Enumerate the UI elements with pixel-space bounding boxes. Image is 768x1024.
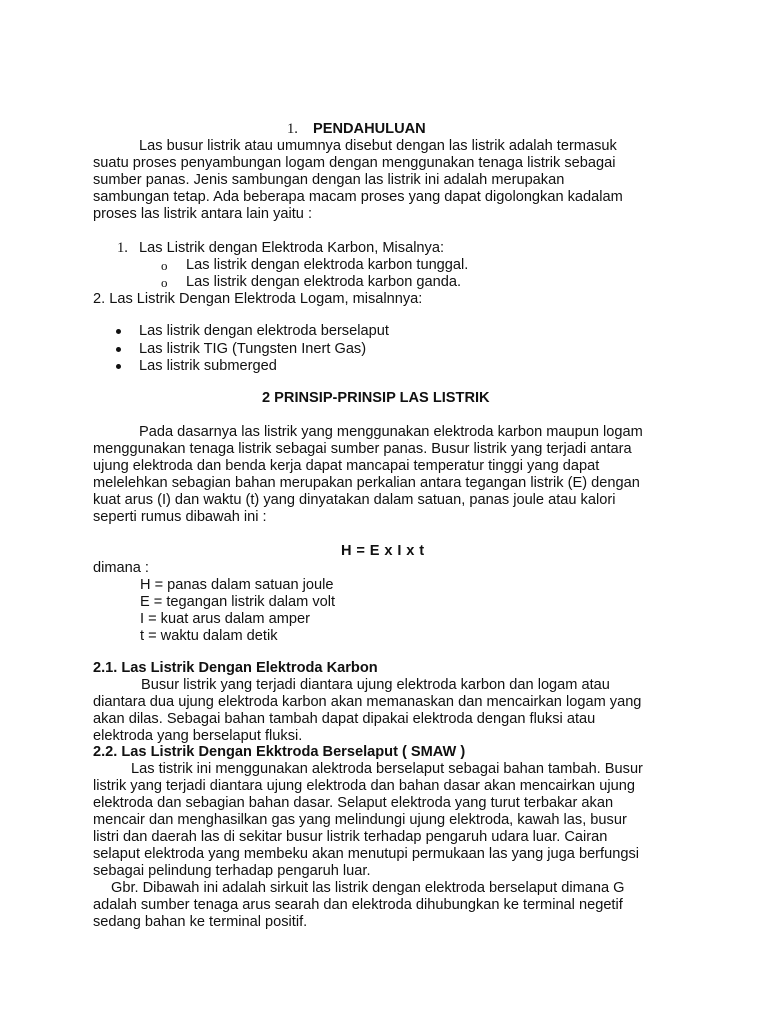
paragraph-line: sedang bahan ke terminal positif. <box>93 914 308 930</box>
paragraph-line: selaput elektroda yang membeku akan menutupi permukaan las yang juga berfungsi <box>93 846 639 862</box>
list-item: 2. Las Listrik Dengan Elektroda Logam, misalnnya: <box>93 291 423 307</box>
paragraph-line: sumber panas. Jenis sambungan dengan las listrik ini adalah merupakan <box>93 172 565 188</box>
bullet-item: Las listrik TIG (Tungsten Inert Gas) <box>139 341 367 357</box>
list-item: Las Listrik dengan Elektroda Karbon, Misalnya: <box>139 240 445 256</box>
paragraph-line: akan dilas. Sebagai bahan tambah dapat dipakai elektroda dengan fluksi atau <box>93 711 596 727</box>
circle-bullet-icon: o <box>161 258 168 273</box>
bullet-icon <box>116 364 121 369</box>
paragraph-line: Las busur listrik atau umumnya disebut dengan las listrik adalah termasuk <box>139 138 617 154</box>
circle-bullet-icon: o <box>161 275 168 290</box>
paragraph-line: listri dan daerah las di sekitar busur listrik terhadap pengaruh udara luar. Cairan <box>93 829 608 845</box>
paragraph-line: menggunakan tenaga listrik sebagai sumber panas. Busur listrik yang terjadi antara <box>93 441 632 457</box>
paragraph-line: adalah sumber tenaga arus searah dan elektroda dihubungkan ke terminal negetif <box>93 897 623 913</box>
formula: H = E x I x t <box>341 543 425 559</box>
subsection-title: 2.2. Las Listrik Dengan Ekktroda Berselaput ( SMAW ) <box>93 744 466 760</box>
paragraph-line: Las tistrik ini menggunakan alektroda berselaput sebagai bahan tambah. Busur <box>131 761 643 777</box>
paragraph-line: melelehkan sebagian bahan merupakan perkalian antara tegangan listrik (E) dengan <box>93 475 640 491</box>
section-title: PENDAHULUAN <box>313 121 426 137</box>
paragraph-line: Gbr. Dibawah ini adalah sirkuit las listrik dengan elektroda berselaput dimana G <box>111 880 625 896</box>
bullet-icon <box>116 347 121 352</box>
sub-list-item: Las listrik dengan elektroda karbon ganda. <box>186 274 462 290</box>
definition-item: I = kuat arus dalam amper <box>140 611 310 627</box>
subsection-title: 2.1. Las Listrik Dengan Elektroda Karbon <box>93 660 378 676</box>
definition-item: t = waktu dalam detik <box>140 628 278 644</box>
list-number: 1. <box>117 240 128 256</box>
definition-item: H = panas dalam satuan joule <box>140 577 334 593</box>
paragraph-line: elektroda yang berselaput fluksi. <box>93 728 303 744</box>
paragraph-line: seperti rumus dibawah ini : <box>93 509 267 525</box>
section-title: 2 PRINSIP-PRINSIP LAS LISTRIK <box>262 390 490 406</box>
paragraph-line: Pada dasarnya las listrik yang menggunakan elektroda karbon maupun logam <box>139 424 643 440</box>
paragraph-line: sambungan tetap. Ada beberapa macam proses yang dapat digolongkan kadalam <box>93 189 623 205</box>
paragraph-line: diantara dua ujung elektroda karbon akan memanaskan dan mencairkan logam yang <box>93 694 642 710</box>
paragraph-line: suatu proses penyambungan logam dengan menggunakan tenaga listrik sebagai <box>93 155 616 171</box>
paragraph-line: sebagai pelindung terhadap pengaruh luar. <box>93 863 371 879</box>
paragraph-line: mencair dan menghasilkan gas yang melindungi ujung elektroda, kawah las, busur <box>93 812 627 828</box>
bullet-item: Las listrik dengan elektroda berselaput <box>139 323 389 339</box>
paragraph-line: listrik yang terjadi diantara ujung elektroda dan bahan dasar akan mencairkan ujung <box>93 778 635 794</box>
section-number: 1. <box>287 121 298 137</box>
paragraph-line: Busur listrik yang terjadi diantara ujung elektroda karbon dan logam atau <box>141 677 610 693</box>
bullet-icon <box>116 329 121 334</box>
formula-label: dimana : <box>93 560 149 576</box>
paragraph-line: proses las listrik antara lain yaitu : <box>93 206 312 222</box>
paragraph-line: ujung elektroda dan benda kerja dapat mancapai temperatur tinggi yang dapat <box>93 458 600 474</box>
paragraph-line: elektroda dan sebagian bahan dasar. Selaput elektroda yang turut terbakar akan <box>93 795 614 811</box>
bullet-item: Las listrik submerged <box>139 358 277 374</box>
sub-list-item: Las listrik dengan elektroda karbon tunggal. <box>186 257 469 273</box>
paragraph-line: kuat arus (I) dan waktu (t) yang dinyatakan dalam satuan, panas joule atau kalori <box>93 492 616 508</box>
definition-item: E = tegangan listrik dalam volt <box>140 594 336 610</box>
